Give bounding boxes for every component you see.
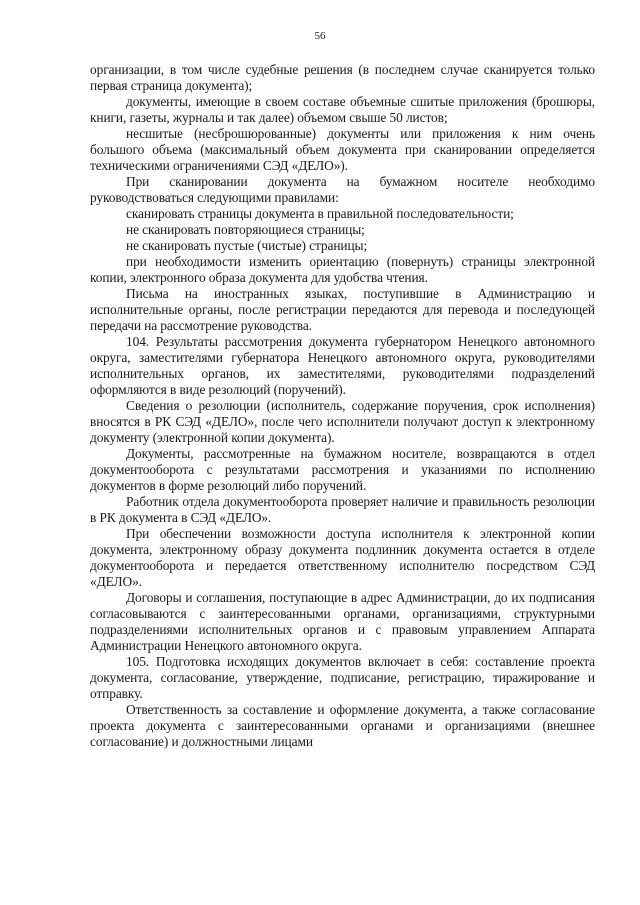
paragraph: При обеспечении возможности доступа исполнителя к электронной копии документа, электронному образу документа подлинник документа остается в отделе документооборота и передается ответственному исполнителю посредством СЭД «ДЕЛО». xyxy=(90,526,595,589)
clause-105: 105. Подготовка исходящих документов включает в себя: составление проекта документа, согласование, утверждение, подписание, регистрацию, тиражирование и отправку. xyxy=(90,654,595,701)
paragraph: Договоры и соглашения, поступающие в адрес Администрации, до их подписания согласовываются с заинтересованными органами, организациями, структурными подразделениями исполнительных органов и с правовым управлением Аппарата Администрации Ненецкого автономного округа. xyxy=(90,590,595,653)
clause-104: 104. Результаты рассмотрения документа губернатором Ненецкого автономного округа, заместителями губернатора Ненецкого автономного округа, руководителями исполнительных органов, их заместителями, руководителями подразделений оформляются в виде резолюций (поручений). xyxy=(90,334,595,397)
paragraph: При сканировании документа на бумажном носителе необходимо руководствоваться следующими правилами: xyxy=(90,174,595,205)
paragraph: Письма на иностранных языках, поступившие в Администрацию и исполнительные органы, после регистрации передаются для перевода и последующей передачи на рассмотрение руководства. xyxy=(90,286,595,333)
paragraph: несшитые (несброшюрованные) документы или приложения к ним очень большого объема (максимальный объем документа при сканировании определяется техническими ограничениями СЭД «ДЕЛО»). xyxy=(90,126,595,173)
paragraph: Работник отдела документооборота проверяет наличие и правильность резолюции в РК документа в СЭД «ДЕЛО». xyxy=(90,494,595,525)
document-body xyxy=(90,62,595,750)
paragraph: Документы, рассмотренные на бумажном носителе, возвращаются в отдел документооборота с результатами рассмотрения и указаниями по исполнению документов в форме резолюций либо поручений. xyxy=(90,446,595,493)
paragraph: Сведения о резолюции (исполнитель, содержание поручения, срок исполнения) вносятся в РК СЭД «ДЕЛО», после чего исполнители получают доступ к электронному документу (электронной копии документа). xyxy=(90,398,595,445)
paragraph: Ответственность за составление и оформление документа, а также согласование проекта документа с заинтересованными органами и организациями (внешнее согласование) и должностными лицами xyxy=(90,702,595,749)
list-item: при необходимости изменить ориентацию (повернуть) страницы электронной копии, электронного образа документа для удобства чтения. xyxy=(90,254,595,285)
list-item: сканировать страницы документа в правильной последовательности; xyxy=(126,206,514,221)
paragraph: документы, имеющие в своем составе объемные сшитые приложения (брошюры, книги, газеты, журналы и так далее) объемом свыше 50 листов; xyxy=(90,94,595,125)
paragraph: организации, в том числе судебные решения (в последнем случае сканируется только первая страница документа); xyxy=(90,62,595,93)
page-number: 56 xyxy=(314,30,326,42)
list-item: не сканировать повторяющиеся страницы; xyxy=(126,222,365,237)
list-item: не сканировать пустые (чистые) страницы; xyxy=(126,238,368,253)
